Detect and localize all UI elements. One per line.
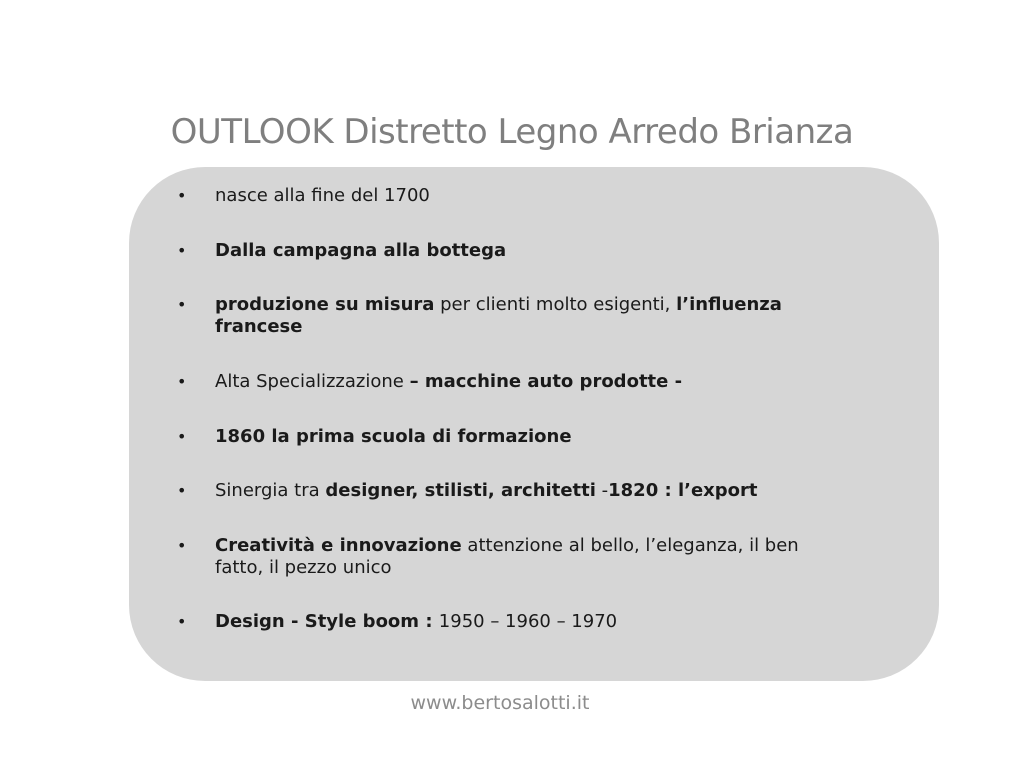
bullet-text [215,611,827,633]
bullet-segment: 1950 – 1960 – 1970 [438,611,618,632]
bullet-icon: • [177,295,187,314]
bullet-icon: • [177,481,187,500]
bullet-item [177,240,827,262]
bullet-segment: Dalla campagna alla bottega [215,240,507,261]
bullet-item [177,185,827,207]
bullet-segment: 1820 : l’export [608,480,758,501]
bullet-icon: • [177,241,187,260]
bullet-icon: • [177,372,187,391]
footer-url: www.bertosalotti.it [410,692,590,714]
bullet-icon: • [177,427,187,446]
bullet-segment: attenzione al bello, l’eleganza, il ben fatto, il pezzo unico [215,535,799,578]
bullet-text [215,185,827,207]
bullet-item [177,480,827,502]
bullet-segment: nasce alla fine del 1700 [215,185,430,206]
bullet-item [177,371,827,393]
bullet-text [215,294,827,338]
bullet-item [177,294,827,338]
bullet-segment: designer, stilisti, architetti [325,480,596,501]
bullet-item [177,426,827,448]
bullet-segment: - [595,480,609,501]
bullet-segment: – macchine auto prodotte - [409,371,683,392]
bullet-segment: 1860 la prima scuola di formazione [215,426,572,447]
bullet-segment: per clienti molto esigenti, [434,294,677,315]
bullet-icon: • [177,612,187,631]
bullet-text [215,480,827,502]
content-panel [129,167,939,681]
bullet-icon: • [177,186,187,205]
bullet-text [215,426,827,448]
bullet-segment: l’influenza francese [215,294,782,337]
bullet-segment: produzione su misura [215,294,435,315]
bullet-text [215,535,827,579]
bullet-text [215,240,827,262]
bullet-text [215,371,827,393]
bullet-segment: Creatività e innovazione [215,535,462,556]
bullet-segment: Sinergia tra [215,480,326,501]
bullet-segment: Alta Specializzazione [215,371,410,392]
bullet-item [177,535,827,579]
bullet-icon: • [177,536,187,555]
bullet-segment: Design - Style boom : [215,611,439,632]
slide-title: OUTLOOK Distretto Legno Arredo Brianza [170,112,854,152]
bullet-item [177,611,827,633]
